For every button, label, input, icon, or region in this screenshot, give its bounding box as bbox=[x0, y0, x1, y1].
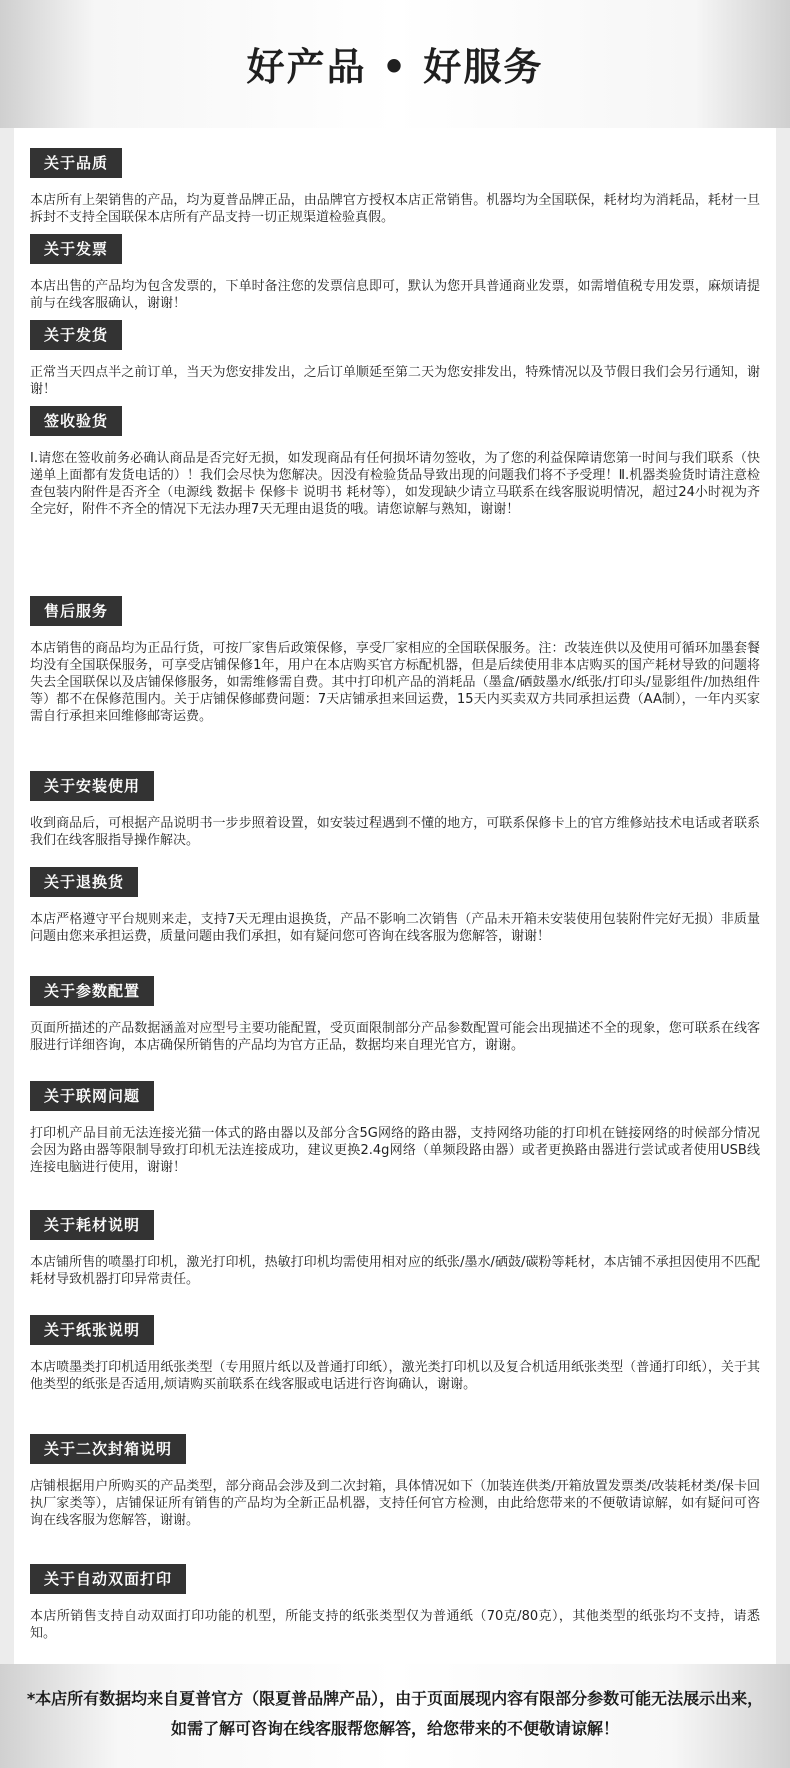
section-text: 收到商品后，可根据产品说明书一步步照着设置，如安装过程遇到不懂的地方，可联系保修卡上的官方维修站技术电话或者联系我们在线客服指导操作解决。 bbox=[30, 816, 760, 848]
footer-notice bbox=[0, 1664, 790, 1768]
section-text: 本店严格遵守平台规则来走，支持7天无理由退换货，产品不影响二次销售（产品未开箱未安装使用包装附件完好无损）非质量问题由您来承担运费，质量问题由我们承担，如有疑问您可咨询在线客服为您解答，谢谢！ bbox=[30, 912, 760, 944]
section-label: 关于纸张说明 bbox=[30, 1315, 154, 1345]
section-label: 关于品质 bbox=[30, 148, 122, 178]
section-label: 售后服务 bbox=[30, 596, 122, 626]
section-label: 关于联网问题 bbox=[30, 1081, 154, 1111]
section-label: 签收验货 bbox=[30, 406, 122, 436]
section-shipping bbox=[30, 320, 760, 398]
section-text: 打印机产品目前无法连接光猫一体式的路由器以及部分含5G网络的路由器，支持网络功能的打印机在链接网络的时候部分情况会因为路由器等限制导致打印机无法连接成功，建议更换2.4g网络（单频段路由器）或者更换路由器进行尝试或者使用USB线连接电脑进行使用，谢谢！ bbox=[30, 1126, 760, 1175]
section-label: 关于发票 bbox=[30, 234, 122, 264]
section-paper bbox=[30, 1315, 760, 1393]
section-text: 本店所有上架销售的产品，均为夏普品牌正品，由品牌官方授权本店正常销售。机器均为全国联保，耗材均为消耗品，耗材一旦拆封不支持全国联保本店所有产品支持一切正规渠道检验真假。 bbox=[30, 193, 760, 225]
section-text: 本店出售的产品均为包含发票的，下单时备注您的发票信息即可，默认为您开具普通商业发票，如需增值税专用发票，麻烦请提前与在线客服确认，谢谢！ bbox=[30, 279, 760, 311]
section-quality bbox=[30, 148, 760, 226]
section-installation bbox=[30, 771, 760, 849]
footer-note: *本店所有数据均来自夏普官方（限夏普品牌产品），由于页面展现内容有限部分参数可能无法展示出来，如需了解可咨询在线客服帮您解答，给您带来的不便敬请谅解！ bbox=[26, 1689, 764, 1738]
section-duplex bbox=[30, 1564, 760, 1642]
section-label: 关于自动双面打印 bbox=[30, 1564, 186, 1594]
section-after-sales bbox=[30, 596, 760, 725]
header-banner bbox=[0, 0, 790, 128]
section-consumables bbox=[30, 1210, 760, 1288]
section-invoice bbox=[30, 234, 760, 312]
section-text: 本店所销售支持自动双面打印功能的机型，所能支持的纸张类型仅为普通纸（70克/80克），其他类型的纸张均不支持，请悉知。 bbox=[30, 1609, 760, 1641]
section-label: 关于退换货 bbox=[30, 867, 138, 897]
section-label: 关于参数配置 bbox=[30, 976, 154, 1006]
section-specs bbox=[30, 976, 760, 1054]
content-panel bbox=[14, 128, 776, 1664]
section-text: 本店铺所售的喷墨打印机，激光打印机，热敏打印机均需使用相对应的纸张/墨水/硒鼓/碳粉等耗材，本店铺不承担因使用不匹配耗材导致机器打印异常责任。 bbox=[30, 1255, 760, 1287]
page-title: 好产品 • 好服务 bbox=[246, 45, 544, 89]
section-returns bbox=[30, 867, 760, 945]
section-text: 页面所描述的产品数据涵盖对应型号主要功能配置，受页面限制部分产品参数配置可能会出现描述不全的现象，您可联系在线客服进行详细咨询，本店确保所销售的产品均为官方正品，数据均来自理光官方，谢谢。 bbox=[30, 1021, 760, 1053]
section-label: 关于二次封箱说明 bbox=[30, 1434, 186, 1464]
section-inspection bbox=[30, 406, 760, 518]
section-label: 关于耗材说明 bbox=[30, 1210, 154, 1240]
section-text: 本店销售的商品均为正品行货，可按厂家售后政策保修，享受厂家相应的全国联保服务。注：改装连供以及使用可循环加墨套餐均没有全国联保服务，可享受店铺保修1年，用户在本店购买官方标配机器，但是后续使用非本店购买的国产耗材导致的问题将失去全国联保以及店铺保修服务，如需维修需自费。其中打印机产品的消耗品（墨盒/硒鼓墨水/纸张/打印头/显影组件/加热组件等）都不在保修范围内。关于店铺保修邮费问题：7天店铺承担来回运费，15天内买卖双方共同承担运费（AA制），一年内买家需自行承担来回维修邮寄运费。 bbox=[30, 641, 760, 724]
section-text: Ⅰ.请您在签收前务必确认商品是否完好无损，如发现商品有任何损坏请勿签收，为了您的利益保障请您第一时间与我们联系（快递单上面都有发货电话的）！我们会尽快为您解决。因没有检验货品导致出现的问题我们将不予受理！Ⅱ.机器类验货时请注意检查包装内附件是否齐全（电源线 数据卡 保修卡 说明书 耗材等），如发现缺少请立马联系在线客服说明情况，超过24小时视为齐全完好，附件不齐全的情况下无法办理7天无理由退货的哦。请您谅解与熟知，谢谢！ bbox=[30, 451, 760, 517]
section-text: 店铺根据用户所购买的产品类型，部分商品会涉及到二次封箱，具体情况如下（加装连供类/开箱放置发票类/改装耗材类/保卡回执厂家类等），店铺保证所有销售的产品均为全新正品机器，支持任何官方检测，由此给您带来的不便敬请谅解，如有疑问可咨询在线客服为您解答，谢谢。 bbox=[30, 1479, 760, 1528]
section-label: 关于安装使用 bbox=[30, 771, 154, 801]
section-network bbox=[30, 1081, 760, 1176]
section-text: 本店喷墨类打印机适用纸张类型（专用照片纸以及普通打印纸），激光类打印机以及复合机适用纸张类型（普通打印纸），关于其他类型的纸张是否适用,烦请购买前联系在线客服或电话进行咨询确认，谢谢。 bbox=[30, 1360, 760, 1392]
section-repackaging bbox=[30, 1434, 760, 1529]
section-text: 正常当天四点半之前订单，当天为您安排发出，之后订单顺延至第二天为您安排发出，特殊情况以及节假日我们会另行通知，谢谢！ bbox=[30, 365, 760, 397]
section-label: 关于发货 bbox=[30, 320, 122, 350]
